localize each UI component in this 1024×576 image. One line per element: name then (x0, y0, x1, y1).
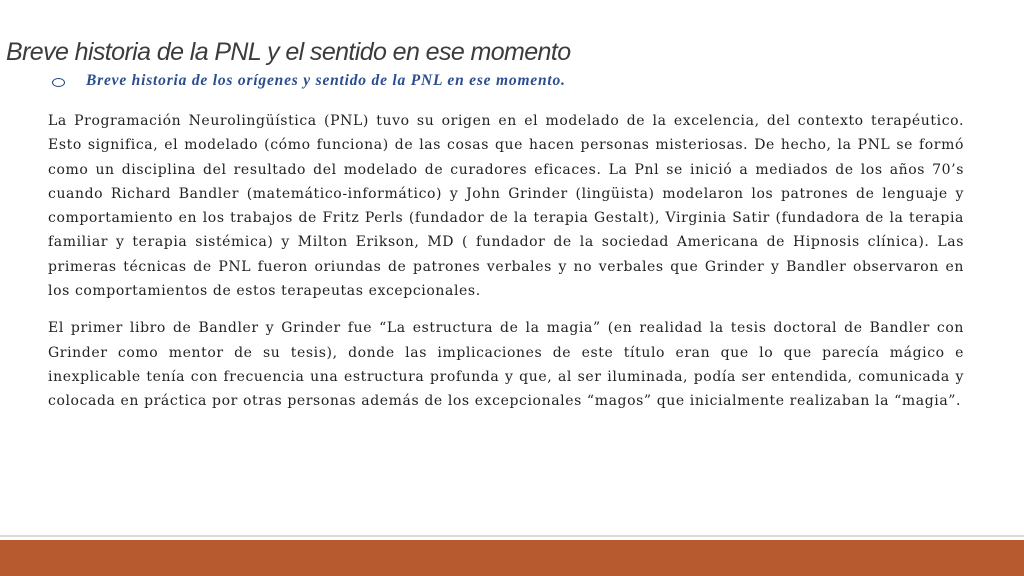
subtitle-row (52, 72, 1012, 96)
paragraph-2: El primer libro de Bandler y Grinder fue “La estructura de la magia” (en realidad la tesis doctoral de Bandler con Grinder como mentor de su tesis), donde las implicaciones de este título eran que lo que parecía mágico e inexplicable tenía con frecuencia una estructura profunda y que, al ser iluminada, podía ser entendida, comunicada y colocada en práctica por otras personas además de los excepcionales “magos” que inicialmente realizaban la “magia”. (48, 320, 964, 410)
circle-bullet-icon (52, 78, 65, 87)
footer-divider (0, 535, 1024, 537)
footer-accent-band (0, 540, 1024, 576)
paragraph-1: La Programación Neurolingüística (PNL) tuvo su origen en el modelado de la excelencia, del contexto terapéutico. Esto significa, el modelado (cómo funciona) de las cosas que hacen personas misteriosas. De hecho, la PNL se formó como un disciplina del resultado del modelado de curadores eficaces. La Pnl se inició a mediados de los años 70’s cuando Richard Bandler (matemático-informático) y John Grinder (lingüista) modelaron los patrones de lenguaje y comportamiento en los trabajos de Fritz Perls (fundador de la terapia Gestalt), Virginia Satir (fundadora de la terapia familiar y terapia sistémica) y Milton Erikson, MD ( fundador de la sociedad Americana de Hipnosis clínica). Las primeras técnicas de PNL fueron oriundas de patrones verbales y no verbales que Grinder y Bandler observaron en los comportamientos de estos terapeutas excepcionales. (48, 113, 964, 300)
slide-subtitle: Breve historia de los orígenes y sentido de la PNL en ese momento. (86, 72, 566, 89)
slide-title: Breve historia de la PNL y el sentido en ese momento (6, 38, 571, 66)
slide-body (48, 109, 964, 427)
